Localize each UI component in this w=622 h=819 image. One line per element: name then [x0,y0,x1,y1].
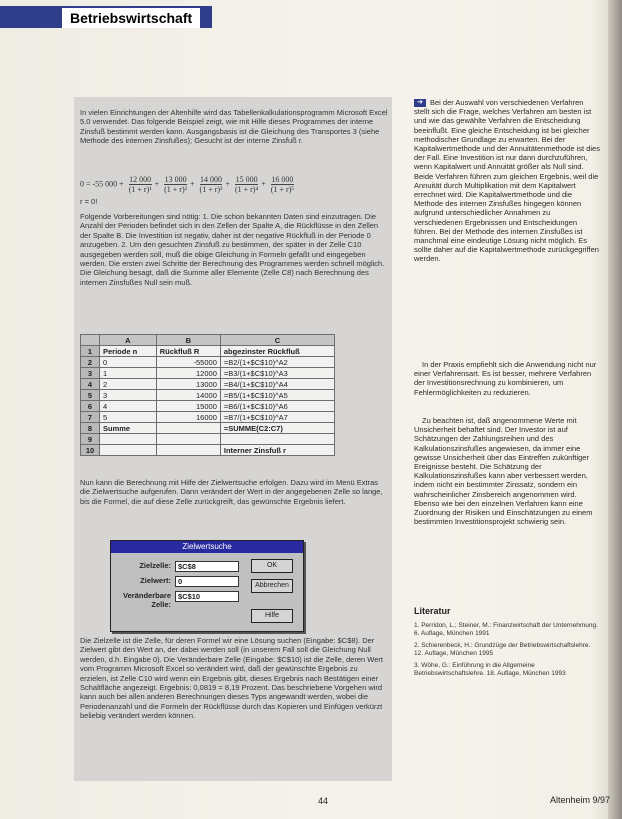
table-row: 3 1 12000 =B3/(1+$C$10)^A3 [81,368,335,379]
cell[interactable]: =B2/(1+$C$10)^A2 [220,357,334,368]
right-paragraph-2: In der Praxis empfiehlt sich die Anwendung nicht nur einer Verfahrensart. Es ist besser, mehrere Verfahren der Investitionsrechnung zu kombinieren, um Fehlermöglichkeiten zu reduzieren. [414,360,597,397]
column-letter[interactable]: C [220,335,334,346]
table-row: 2 0 -55000 =B2/(1+$C$10)^A2 [81,357,335,368]
target-value-label: Zielwert: [140,576,171,585]
cell[interactable]: Summe [100,423,157,434]
target-cell-input[interactable]: $C$8 [175,561,239,572]
rate-row: 10 Interner Zinsfuß r [81,445,335,456]
cell[interactable]: 14000 [156,390,220,401]
cell[interactable] [220,434,334,445]
target-value-input[interactable]: 0 [175,576,239,587]
cell[interactable]: =B5/(1+$C$10)^A5 [220,390,334,401]
sum-row: 8 Summe =SUMME(C2:C7) [81,423,335,434]
cell[interactable]: -55000 [156,357,220,368]
page-gutter-shadow [608,0,622,819]
column-letter[interactable]: A [100,335,157,346]
list-item: 2. Schierenbeck, H.: Grundzüge der Betriebswirtschaftslehre. 12. Auflage, München 1995 [414,642,591,657]
ok-button[interactable]: OK [251,559,293,573]
magazine-issue: Altenheim 9/97 [550,795,611,805]
cell[interactable]: 12000 [156,368,220,379]
header-cell[interactable]: Rückfluß R [156,346,220,357]
table-row: 7 5 16000 =B7/(1+$C$10)^A7 [81,412,335,423]
column-letter[interactable]: B [156,335,220,346]
equation-term: $\frac{13 000}{\text{(1 + r)²}}$ [164,175,188,194]
cell[interactable] [100,445,157,456]
help-button[interactable]: Hilfe [251,609,293,623]
equation-term: $\frac{16 000}{\text{(1 + r)⁵}}$ [270,175,295,194]
steps-paragraph: Folgende Vorbereitungen sind nötig: 1. Die schon bekannten Daten sind einzutragen. Die Anzahl der Perioden befindet sich in den Zellen der Spalte A, die Rückflüsse in den Zellen der Spalte B. Die Investition ist negativ, daher ist der negative Rückfluß in der Periode 0 anzugeben. 2. Um den gesuchten Zinsfuß zu bestimmen, der später in der Zelle C10 ausgegeben werden soll, muß die obige Gleichung in Formeln gefaßt und eingegeben werden. Die ersten zwei Schritte der Berechnung des Programmes werden schnell möglich. Die Gleichung besagt, daß die Summe aller Elemente (Zelle C8) nach Berechnung des internen Zinsfußes Null sein muß. [80,212,385,287]
cell[interactable]: 3 [100,390,157,401]
equation-term: $\frac{15 000}{\text{(1 + r)⁴}}$ [234,175,259,194]
cell[interactable]: 15000 [156,401,220,412]
cell[interactable]: 1 [100,368,157,379]
goal-seek-dialog [110,540,304,632]
equation-lhs: 0 = -55 000 + [80,179,124,189]
explanation-paragraph: Die Zielzelle ist die Zelle, für deren Formel wir eine Lösung suchen (Eingabe: $C$8). Der Zielwert gibt den Wert an, der dabei werden soll (in unserem Fall soll die Gleichung Null werden, d.h. Eingabe 0). Die Veränderbare Zelle (Eingabe: $C$10) ist die Zelle, deren Wert vom Programm Microsoft Excel so verändert wird, daß der gewünschte Ergebnis zu erzielen, ist Zelle C10 wird wenn ein Ergebnis gibt, dieses Ergebnis nach Bestätigen einer Schaltfläche angezeigt. Ergebnis: 0,0819 = 8,19 Prozent. Das beschriebene Vorgehen wird kann auch bei allen anderen Berechnungen dieses Typs angewandt werden, wobei die Periodenanzahl und die Formeln der Rückflüsse durch das Kopieren und Einfügen verkürzt beliebig verändert werden können. [80,636,383,721]
right-paragraph-3: Zu beachten ist, daß angenommene Werte mit Unsicherheit behaftet sind. Der Investor ist auf Schätzungen der Zahlungsreihen und des Kalkulationszinsfußes angewiesen, da immer eine gewisse Unsicherheit über das Eintreffen zukünftiger Ereignisse besteht. Die Schätzung der Kalkulationszinsfußes kann aber verbessert werden, indem nicht ein bestimmter Zinssatz, sondern ein wahrscheinlicher Zinsbereich angenommen wird. Ebenso wie bei den einzelnen Verfahren kann eine Zuordnung der Risiken und Einschätzungen zu einem bestimmten Investitionsprojekt schwierig sein. [414,416,593,527]
list-item: 3. Wöhe, G.: Einführung in die Allgemeine Betriebswirtschaftslehre. 18. Auflage, München 1993 [414,662,566,677]
literature-heading: Literatur [414,606,451,616]
cell[interactable]: =B7/(1+$C$10)^A7 [220,412,334,423]
table-row: 6 4 15000 =B6/(1+$C$10)^A6 [81,401,335,412]
header-cell[interactable]: Periode n [100,346,157,357]
cell[interactable]: =B6/(1+$C$10)^A6 [220,401,334,412]
intro-paragraph: In vielen Einrichtungen der Altenhilfe wird das Tabellenkalkulationsprogramm Microsoft Excel 5.0 verwendet. Das folgende Beispiel zeigt, wie mit Hilfe dieses Programmes der interne Zinsfuß bestimmt werden kann. Ausgangsbasis ist die Gleichung des Transportes 3 (siehe Methode des internen Zinsfußes); Gesucht ist der interne Zinsfuß r. [80,108,388,146]
equation-note: r = 0! [80,197,98,206]
column-letter-row [81,335,335,346]
equation-term: $\frac{12 000}{\text{(1 + r)¹}}$ [128,175,152,194]
right-paragraph-1: ➔ Bei der Auswahl von verschiedenen Verfahren stellt sich die Frage, welches Verfahren am besten ist und wie das gewählte Verfahren die Entscheidung beeinflußt. Eine gleiche Entscheidung ist bei gleicher methodischer Grundlage zu erwarten. Bei der Kapitalwertmethode und der Annuitätenmethode ist dies der Fall. Eine Investition ist nur dann durchzuführen, wenn Kapitalwert und Annuität größer als Null sind. Beide Verfahren führen zum gleichen Ergebnis, weil die Annuität durch Multiplikation mit dem Kapitalwert errechnet wird. Die Kapitalwertmethode und die Methode des internen Zinsfußes hingegen können aufgrund unterschiedlicher Annahmen zu verschiedenen Ergebnissen und Entscheidungen führen. Bei der Methode des internen Zinsfußes ist manchmal eine eindeutige Lösung nicht möglich. Es sollte daher auf die Kapitalwertmethode zurückgegriffen werden. [414,98,600,264]
cell[interactable]: 5 [100,412,157,423]
cell[interactable] [156,434,220,445]
cell[interactable]: 0 [100,357,157,368]
cell[interactable]: 16000 [156,412,220,423]
changing-cell-input[interactable]: $C$10 [175,591,239,602]
cancel-button[interactable]: Abbrechen [251,579,293,593]
section-title: Betriebswirtschaft [62,8,200,28]
cell[interactable]: 4 [100,401,157,412]
table-row: 9 [81,434,335,445]
changing-cell-label: Veränderbare Zelle: [123,591,171,609]
page-number: 44 [318,796,329,806]
equation-term: $\frac{14 000}{\text{(1 + r)³}}$ [199,175,223,194]
cell[interactable]: 2 [100,379,157,390]
table-row: 5 3 14000 =B5/(1+$C$10)^A5 [81,390,335,401]
arrow-right-icon: ➔ [414,99,426,107]
cell[interactable] [100,434,157,445]
literature-list [414,622,600,682]
sum-cell[interactable]: =SUMME(C2:C7) [220,423,334,434]
goal-seek-paragraph: Nun kann die Berechnung mit Hilfe der Zielwertsuche erfolgen. Dazu wird im Menü Extras die Zielwertsuche aufgerufen. Dann verändert der Wert in der angegebenen Zelle so lange, bis die Formel, die auf diese Zelle zurückgreift, das gewünschte Ergebnis liefert. [80,478,383,506]
table-header-row: 1 Periode n Rückfluß R abgezinster Rückfluß [81,346,335,357]
cell[interactable]: =B3/(1+$C$10)^A3 [220,368,334,379]
irr-equation: 0 = -55 000 + $\frac{12 000}{\text{(1 + r)¹}}$ + $\frac{13 000}{\text{(1 + r)²}}$ + $\frac{14 000}{\text{(1 + r)³}}$ + $\frac{15 000}{\text{(1 + r)⁴}}$ + $\frac{16 000}{\text{(1 + r)⁵}}$ [80,175,295,194]
cell[interactable] [156,445,220,456]
rate-cell[interactable]: Interner Zinsfuß r [220,445,334,456]
list-item: 1. Perridon, L.; Steiner, M.: Finanzwirtschaft der Unternehmung. 6. Auflage, München 1991 [414,622,598,637]
cell[interactable]: 13000 [156,379,220,390]
table-row: 4 2 13000 =B4/(1+$C$10)^A4 [81,379,335,390]
spreadsheet-table [80,334,335,456]
dialog-title: Zielwertsuche [111,541,303,553]
cell[interactable]: =B4/(1+$C$10)^A4 [220,379,334,390]
cell[interactable] [156,423,220,434]
target-cell-label: Zielzelle: [139,561,171,570]
header-cell[interactable]: abgezinster Rückfluß [220,346,334,357]
